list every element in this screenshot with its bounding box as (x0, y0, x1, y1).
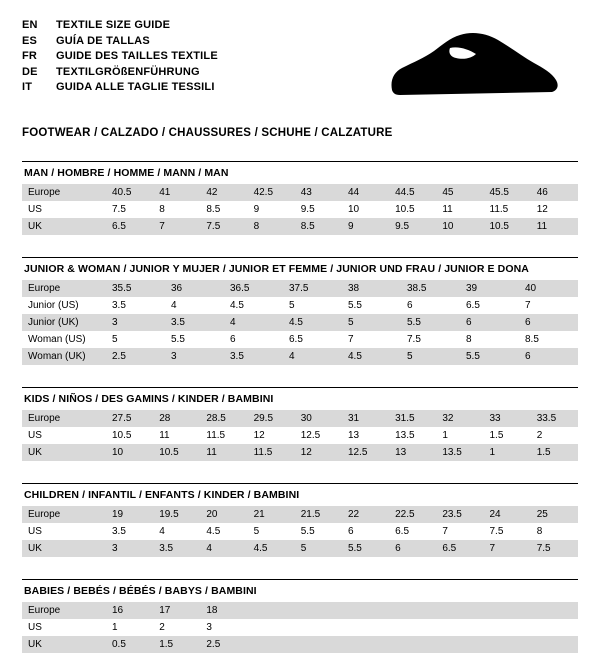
row-label: US (22, 201, 106, 218)
language-row (22, 65, 218, 81)
cell: 9 (248, 201, 295, 218)
cell: 12.5 (295, 427, 342, 444)
cell-empty (295, 602, 342, 619)
cell: 35.5 (106, 280, 165, 297)
language-row (22, 80, 218, 96)
cell: 6 (519, 314, 578, 331)
cell: 33 (484, 410, 531, 427)
cell: 8 (460, 331, 519, 348)
cell: 0.5 (106, 636, 153, 653)
size-table-kids (22, 410, 578, 461)
cell: 5.5 (165, 331, 224, 348)
cell: 24 (484, 506, 531, 523)
language-code: ES (22, 34, 38, 47)
cell: 10 (342, 201, 389, 218)
cell: 12 (248, 427, 295, 444)
cell: 44.5 (389, 184, 436, 201)
table-row (22, 523, 578, 540)
cell: 11 (531, 218, 578, 235)
group-title: BABIES / BEBÉS / BÉBÉS / BABYS / BAMBINI (24, 585, 257, 597)
row-label: Europe (22, 280, 106, 297)
cell-empty (248, 636, 295, 653)
cell: 39 (460, 280, 519, 297)
row-label: Junior (US) (22, 297, 106, 314)
table-row (22, 444, 578, 461)
cell: 23.5 (436, 506, 483, 523)
cell: 7.5 (401, 331, 460, 348)
cell: 9 (342, 218, 389, 235)
cell: 33.5 (531, 410, 578, 427)
cell: 5 (342, 314, 401, 331)
cell: 20 (200, 506, 247, 523)
language-title: GUÍA DE TALLAS (56, 34, 150, 47)
cell: 5.5 (295, 523, 342, 540)
cell: 10.5 (389, 201, 436, 218)
row-label: Europe (22, 410, 106, 427)
cell: 6 (460, 314, 519, 331)
cell: 38.5 (401, 280, 460, 297)
cell: 6.5 (283, 331, 342, 348)
size-table-man (22, 184, 578, 235)
table-row (22, 619, 578, 636)
cell-empty (389, 619, 436, 636)
cell: 7 (484, 540, 531, 557)
language-title: TEXTILGRÖßENFÜHRUNG (56, 65, 200, 78)
cell: 6.5 (436, 540, 483, 557)
cell: 6.5 (389, 523, 436, 540)
cell: 28.5 (200, 410, 247, 427)
cell: 6 (519, 348, 578, 365)
cell: 4 (224, 314, 283, 331)
cell: 13.5 (436, 444, 483, 461)
language-code: FR (22, 50, 38, 62)
language-code: IT (22, 81, 33, 93)
cell: 3.5 (224, 348, 283, 365)
cell: 8 (531, 523, 578, 540)
cell: 11 (153, 427, 200, 444)
table-row (22, 427, 578, 444)
cell: 7.5 (106, 201, 153, 218)
cell: 13 (342, 427, 389, 444)
cell-empty (389, 636, 436, 653)
cell: 10.5 (106, 427, 153, 444)
cell: 1.5 (153, 636, 200, 653)
language-code: EN (22, 19, 38, 31)
cell: 8 (248, 218, 295, 235)
cell: 28 (153, 410, 200, 427)
table-group-kids (22, 387, 578, 461)
language-title: GUIDA ALLE TAGLIE TESSILI (56, 81, 215, 93)
cell: 42.5 (248, 184, 295, 201)
language-title: TEXTILE SIZE GUIDE (56, 19, 171, 31)
cell: 37.5 (283, 280, 342, 297)
row-label: UK (22, 218, 106, 235)
cell: 2.5 (200, 636, 247, 653)
cell: 19 (106, 506, 153, 523)
cell: 22.5 (389, 506, 436, 523)
cell: 6.5 (460, 297, 519, 314)
cell: 7 (153, 218, 200, 235)
language-row (22, 34, 218, 50)
table-row (22, 184, 578, 201)
language-code: DE (22, 65, 38, 78)
cell-empty (531, 619, 578, 636)
cell-empty (436, 602, 483, 619)
cell-empty (436, 619, 483, 636)
cell: 6 (401, 297, 460, 314)
table-group-junior-woman (22, 257, 578, 365)
language-title: GUIDE DES TAILLES TEXTILE (56, 50, 218, 62)
cell: 9.5 (295, 201, 342, 218)
cell: 45 (436, 184, 483, 201)
cell: 6 (342, 523, 389, 540)
cell: 5 (283, 297, 342, 314)
cell: 5.5 (460, 348, 519, 365)
table-row (22, 218, 578, 235)
table-row (22, 297, 578, 314)
cell: 1 (436, 427, 483, 444)
document-header (22, 18, 578, 107)
row-label: Europe (22, 602, 106, 619)
cell: 22 (342, 506, 389, 523)
table-group-man (22, 161, 578, 235)
row-label: UK (22, 540, 106, 557)
cell: 5.5 (342, 297, 401, 314)
row-label: Europe (22, 506, 106, 523)
cell-empty (342, 636, 389, 653)
cell-empty (484, 619, 531, 636)
dress-shoe-icon (380, 32, 560, 107)
cell: 6.5 (106, 218, 153, 235)
cell: 13 (389, 444, 436, 461)
cell: 40.5 (106, 184, 153, 201)
row-label: Woman (US) (22, 331, 106, 348)
cell: 4.5 (283, 314, 342, 331)
row-label: Junior (UK) (22, 314, 106, 331)
cell-empty (295, 619, 342, 636)
cell: 8 (153, 201, 200, 218)
cell: 4.5 (200, 523, 247, 540)
cell: 3 (106, 540, 153, 557)
cell: 12 (295, 444, 342, 461)
language-titles (22, 18, 218, 96)
cell: 4 (200, 540, 247, 557)
table-row (22, 331, 578, 348)
cell-empty (531, 636, 578, 653)
cell: 4.5 (342, 348, 401, 365)
row-label: UK (22, 636, 106, 653)
cell: 10 (436, 218, 483, 235)
cell: 4 (283, 348, 342, 365)
cell: 30 (295, 410, 342, 427)
row-label: Europe (22, 184, 106, 201)
cell: 11 (200, 444, 247, 461)
table-row (22, 348, 578, 365)
cell: 25 (531, 506, 578, 523)
cell: 31 (342, 410, 389, 427)
cell: 7 (436, 523, 483, 540)
cell: 3.5 (106, 297, 165, 314)
cell: 41 (153, 184, 200, 201)
table-row (22, 540, 578, 557)
group-title: KIDS / NIÑOS / DES GAMINS / KINDER / BAMBINI (24, 393, 274, 405)
cell: 10.5 (153, 444, 200, 461)
cell: 3.5 (106, 523, 153, 540)
table-row (22, 636, 578, 653)
cell: 44 (342, 184, 389, 201)
cell: 19.5 (153, 506, 200, 523)
cell: 18 (200, 602, 247, 619)
cell: 27.5 (106, 410, 153, 427)
cell-empty (342, 619, 389, 636)
cell: 11.5 (248, 444, 295, 461)
table-row (22, 201, 578, 218)
cell: 31.5 (389, 410, 436, 427)
table-row (22, 410, 578, 427)
cell: 6 (389, 540, 436, 557)
cell: 9.5 (389, 218, 436, 235)
cell: 8.5 (519, 331, 578, 348)
cell: 36.5 (224, 280, 283, 297)
group-title: CHILDREN / INFANTIL / ENFANTS / KINDER / BAMBINI (24, 489, 300, 501)
cell: 3 (106, 314, 165, 331)
cell: 45.5 (484, 184, 531, 201)
row-label: US (22, 427, 106, 444)
table-row (22, 314, 578, 331)
cell: 13.5 (389, 427, 436, 444)
cell: 12.5 (342, 444, 389, 461)
cell: 42 (200, 184, 247, 201)
table-row (22, 506, 578, 523)
cell-empty (484, 636, 531, 653)
cell: 46 (531, 184, 578, 201)
cell: 3 (200, 619, 247, 636)
cell: 1.5 (531, 444, 578, 461)
row-label: UK (22, 444, 106, 461)
cell: 40 (519, 280, 578, 297)
cell: 7 (342, 331, 401, 348)
cell: 5 (248, 523, 295, 540)
cell: 11 (436, 201, 483, 218)
cell: 16 (106, 602, 153, 619)
table-row (22, 602, 578, 619)
language-row (22, 18, 218, 34)
cell: 7.5 (200, 218, 247, 235)
cell: 1 (484, 444, 531, 461)
cell: 3 (165, 348, 224, 365)
cell-empty (436, 636, 483, 653)
cell: 7.5 (531, 540, 578, 557)
cell-empty (248, 602, 295, 619)
cell: 10 (106, 444, 153, 461)
cell: 8.5 (295, 218, 342, 235)
cell: 11.5 (200, 427, 247, 444)
cell: 21 (248, 506, 295, 523)
cell: 1 (106, 619, 153, 636)
cell-empty (484, 602, 531, 619)
cell: 4.5 (248, 540, 295, 557)
cell: 17 (153, 602, 200, 619)
cell: 38 (342, 280, 401, 297)
language-row (22, 49, 218, 65)
table-group-children (22, 483, 578, 557)
cell-empty (342, 602, 389, 619)
group-title: JUNIOR & WOMAN / JUNIOR Y MUJER / JUNIOR ET FEMME / JUNIOR UND FRAU / JUNIOR E DONA (24, 263, 529, 275)
cell: 6 (224, 331, 283, 348)
cell: 2 (531, 427, 578, 444)
cell: 5 (295, 540, 342, 557)
row-label: US (22, 523, 106, 540)
cell: 29.5 (248, 410, 295, 427)
cell-empty (248, 619, 295, 636)
cell: 5.5 (401, 314, 460, 331)
table-group-babies (22, 579, 578, 653)
size-table-children (22, 506, 578, 557)
cell: 12 (531, 201, 578, 218)
cell-empty (295, 636, 342, 653)
cell: 11.5 (484, 201, 531, 218)
cell-empty (389, 602, 436, 619)
table-row (22, 280, 578, 297)
cell: 1.5 (484, 427, 531, 444)
row-label: Woman (UK) (22, 348, 106, 365)
cell: 32 (436, 410, 483, 427)
cell: 36 (165, 280, 224, 297)
cell: 8.5 (200, 201, 247, 218)
cell: 2 (153, 619, 200, 636)
size-table-babies (22, 602, 578, 653)
row-label: US (22, 619, 106, 636)
cell: 10.5 (484, 218, 531, 235)
cell: 4.5 (224, 297, 283, 314)
cell-empty (531, 602, 578, 619)
size-table-junior-woman (22, 280, 578, 365)
page-title: FOOTWEAR / CALZADO / CHAUSSURES / SCHUHE / CALZATURE (22, 127, 393, 139)
cell: 7.5 (484, 523, 531, 540)
cell: 7 (519, 297, 578, 314)
cell: 5 (106, 331, 165, 348)
cell: 4 (153, 523, 200, 540)
cell: 3.5 (165, 314, 224, 331)
cell: 2.5 (106, 348, 165, 365)
cell: 4 (165, 297, 224, 314)
cell: 5 (401, 348, 460, 365)
cell: 21.5 (295, 506, 342, 523)
cell: 3.5 (153, 540, 200, 557)
cell: 5.5 (342, 540, 389, 557)
group-title: MAN / HOMBRE / HOMME / MANN / MAN (24, 167, 229, 179)
cell: 43 (295, 184, 342, 201)
